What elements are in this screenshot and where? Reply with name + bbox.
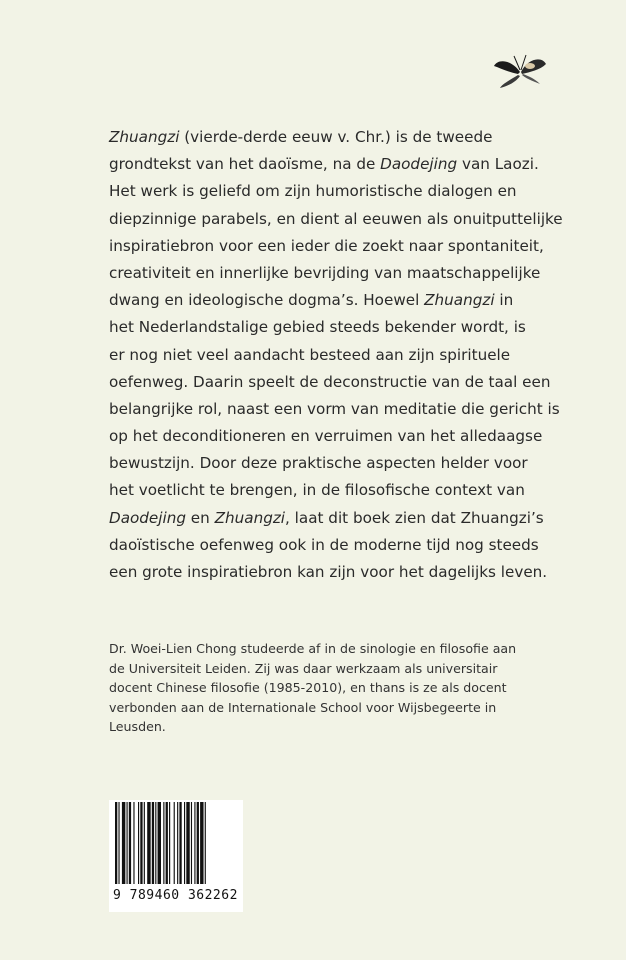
blurb-line: inspiratiebron voor een ieder die zoekt naar spontaniteit, [109,236,544,255]
barcode-bar [133,802,134,884]
bio-line: Leusden. [109,719,166,734]
barcode-bar [197,802,199,884]
barcode-bar [177,802,178,884]
barcode-bar [155,802,156,884]
barcode-bar [129,802,131,884]
blurb-line: bewustzijn. Door deze praktische aspecten helder voor [109,454,528,473]
barcode-bar [127,802,128,884]
blurb-line: dwang en ideologische dogma’s. Hoewel Zhuangzi in [109,291,514,310]
barcode-bar [200,802,203,884]
barcode-bar [144,802,145,884]
barcode-bar [118,802,119,884]
blurb-line: daoïstische oefenweg ook in de moderne tijd nog steeds [109,535,539,554]
barcode-bar [186,802,189,884]
barcode-bar [158,802,161,884]
bio-line: verbonden aan de Internationale School voor Wijsbegeerte in [109,699,497,715]
bio-line: docent Chinese filosofie (1985-2010), en thans is ze als docent [109,680,507,695]
blurb-line: grondtekst van het daoïsme, na de Daodejing van Laozi. [109,155,539,174]
barcode-bar [163,802,164,884]
barcode-bar [191,802,192,884]
blurb-line: oefenweg. Daarin speelt de deconstructie van de taal een [109,372,551,391]
blurb-line: belangrijke rol, naast een vorm van meditatie die gericht is [109,399,560,418]
title-italic: Daodejing [109,508,186,527]
isbn-number: 9 789460 362262 [113,888,238,903]
title-italic: Zhuangzi [109,128,180,146]
barcode-bar [166,802,168,884]
blurb-line: er nog niet veel aandacht besteed aan zijn spirituele [109,345,511,364]
back-cover-blurb [109,124,589,586]
blurb-line: op het deconditioneren en verruimen van het alledaagse [109,427,543,446]
barcode-bar [205,802,206,884]
barcode-bar [115,802,117,884]
blurb-line: Het werk is geliefd om zijn humoristische dialogen en [109,182,517,201]
barcode-bar [174,802,175,884]
barcode-bar [140,802,142,884]
barcode-bar [194,802,195,884]
title-italic: Zhuangzi [424,291,495,310]
title-italic: Zhuangzi [214,508,286,527]
bio-line: Dr. Woei-Lien Chong studeerde af in de sinologie en filosofie aan [109,641,517,656]
butterfly-logo-icon [490,50,550,92]
barcode-bar [138,802,139,884]
barcode-bar [184,802,185,884]
bio-line: de Universiteit Leiden. Zij was daar werkzaam als universitair [109,660,498,676]
blurb-line: Zhuangzi (vierde-derde eeuw v. Chr.) is de tweede [109,128,493,146]
blurb-line: creativiteit en innerlijke bevrijding van maatschappelijke [109,263,541,282]
barcode-bars [109,800,243,888]
barcode-bar [152,802,154,884]
blurb-line: het voetlicht te brengen, in de filosofische context van [109,481,525,500]
blurb-line: diepzinnige parabels, en dient al eeuwen als onuitputtelijke [109,209,563,228]
blurb-line: Daodejing en Zhuangzi, laat dit boek zien dat Zhuangzi’s [109,508,544,527]
barcode-bar [169,802,170,884]
barcode-bar [147,802,150,884]
barcode-bar [179,802,181,884]
author-bio [109,639,589,737]
blurb-line: het Nederlandstalige gebied steeds bekender wordt, is [109,318,526,337]
barcode-bar [122,802,125,884]
blurb-line: een grote inspiratiebron kan zijn voor het dagelijks leven. [109,563,548,581]
title-italic: Daodejing [380,155,458,174]
